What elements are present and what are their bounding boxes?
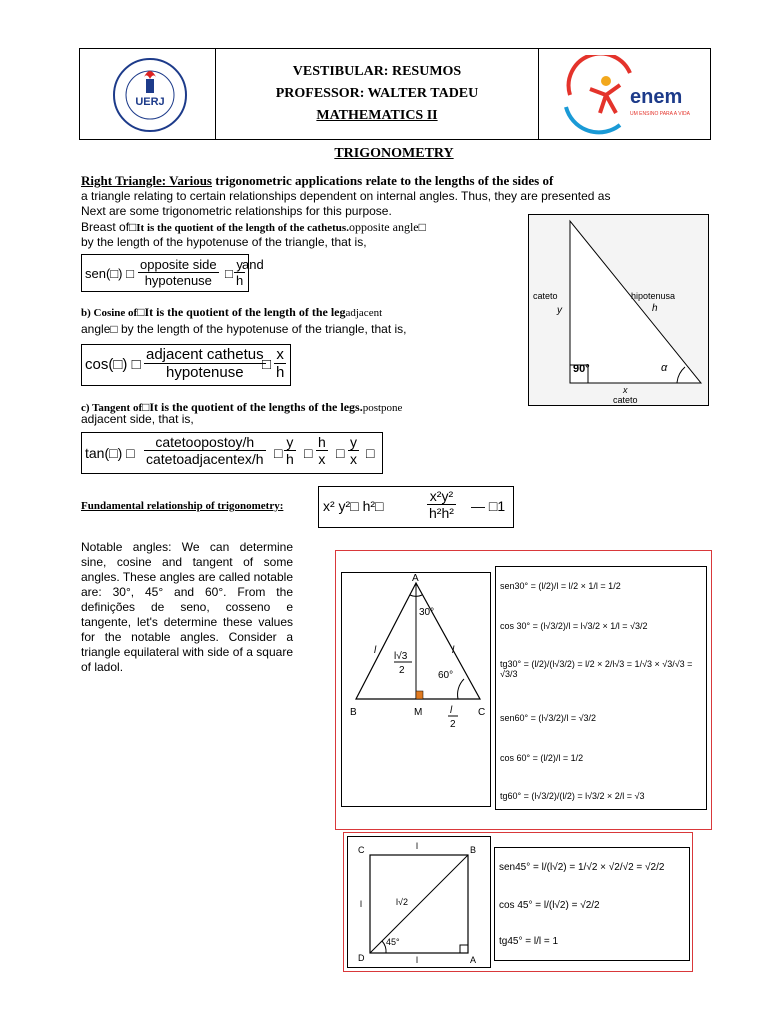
sine-definition: Breast of□It is the quotient of the length of the cathetus.opposite angle□ xyxy=(81,220,426,234)
intro-line-2: a triangle relating to certain relationships dependent on internal angles. Thus, they are presented as xyxy=(81,189,611,203)
svg-text:C: C xyxy=(478,707,486,718)
label-x: x xyxy=(623,385,628,395)
svg-text:l: l xyxy=(374,645,377,656)
svg-text:30°: 30° xyxy=(419,607,435,618)
right-triangle-figure xyxy=(528,214,709,406)
tangent-formula: tan(□) □ catetoopostoy/h catetoadjacentex/h □ $\frac{y}{h}$ □ $\frac{h}{x}$ □ $\frac{y}{x}$ □ xyxy=(81,432,383,474)
label-y: y xyxy=(557,305,562,316)
svg-text:B: B xyxy=(350,707,357,718)
tangent-definition: c) Tangent of□It is the quotient of the lengths of the legs.postpone xyxy=(81,400,403,414)
square-panel xyxy=(343,832,693,972)
svg-text:l: l xyxy=(450,705,453,716)
enem-logo-text: enem xyxy=(630,86,683,108)
tangent-line-2: adjacent side, that is, xyxy=(81,412,194,426)
label-hypotenuse: hipotenusa xyxy=(631,291,676,301)
formula-sen30: sen30° = (l/2)/l = l/2 × 1/l = 1/2 xyxy=(500,581,621,591)
sine-denominator: hypotenuse xyxy=(144,273,212,288)
formula-tg30: tg30° = (l/2)/(l√3/2) = l/2 × 2/l√3 = 1/√3 × √3/√3 = √3/3 xyxy=(500,659,693,679)
sine-formula: sen(□) □ opposite side hypotenuse □ $\frac{y}{h}$ xyxy=(81,254,249,292)
svg-text:D: D xyxy=(358,953,365,963)
notable-angles-text: Notable angles: We can determine sine, cosine and tangent of some angles. These angles are called notable are: 30°, 45° and 60°. From the definições de seno, cosseno e tangente, let's determine these values for the notable angles. Consider a triangle equilateral with side of a square of ladol. xyxy=(81,540,293,674)
enem-logo-sub: UM ENSINO PARA A VIDA xyxy=(630,111,690,117)
intro-heading xyxy=(81,173,553,189)
label-h: h xyxy=(652,303,658,314)
svg-text:l√3: l√3 xyxy=(394,651,408,662)
uerj-logo-text: UERJ xyxy=(135,96,165,108)
header-table xyxy=(79,48,711,140)
formula-tg45: tg45° = l/l = 1 xyxy=(499,936,559,947)
sine-tail: opposite angle xyxy=(348,220,419,234)
svg-text:l: l xyxy=(452,645,455,656)
fundamental-label: Fundamental relationship of trigonometry: xyxy=(81,500,284,512)
svg-text:l: l xyxy=(360,899,362,909)
formula-cos45: cos 45° = l/(l√2) = √2/2 xyxy=(499,900,600,911)
svg-text:A: A xyxy=(412,573,419,584)
intro-heading-rest: trigonometric applications relate to the lengths of the sides of xyxy=(211,173,554,188)
svg-text:A: A xyxy=(470,955,477,965)
svg-text:60°: 60° xyxy=(438,670,454,681)
equilateral-panel xyxy=(335,550,712,830)
formula-cos60: cos 60° = (l/2)/l = 1/2 xyxy=(500,753,584,763)
formula-tg60: tg60° = (l√3/2)/(l/2) = l√3/2 × 2/l = √3 xyxy=(500,791,645,801)
square-figure xyxy=(348,837,490,967)
notable-formulas xyxy=(495,566,707,810)
svg-text:2: 2 xyxy=(399,665,405,676)
sine-after: and xyxy=(242,257,264,272)
formula-sen45: sen45° = l/(l√2) = 1/√2 × √2/√2 = √2/2 xyxy=(499,862,665,873)
sine-line-2: by the length of the hypotenuse of the triangle, that is, xyxy=(81,235,367,249)
sine-lead: Breast of xyxy=(81,220,130,234)
label-90: 90° xyxy=(573,363,590,375)
svg-text:B: B xyxy=(470,845,477,855)
header-line-2: PROFESSOR: WALTER TADEU xyxy=(275,86,479,101)
intro-line-3: Next are some trigonometric relationships for this purpose. xyxy=(81,204,392,218)
svg-text:l: l xyxy=(416,955,418,965)
cosine-definition: b) Cosine of□It is the quotient of the length of the legadjacent xyxy=(81,305,383,319)
svg-text:C: C xyxy=(358,845,365,855)
svg-text:M: M xyxy=(414,707,423,718)
header-line-1: VESTIBULAR: RESUMOS xyxy=(292,64,462,79)
label-cateto-left: cateto xyxy=(533,291,558,301)
cosine-numerator: adjacent cathetus xyxy=(146,346,264,363)
svg-text:l: l xyxy=(416,841,418,851)
label-alpha: α xyxy=(661,362,668,374)
header-line-3: MATHEMATICS II xyxy=(316,108,438,123)
label-cateto-bottom: cateto xyxy=(613,395,638,405)
fundamental-formula: x² y²□ h²□ $\frac{\text{x²y²}}{\text{h²h²}}$ — □1 xyxy=(318,486,514,528)
svg-text:l√2: l√2 xyxy=(396,897,408,907)
page-title: TRIGONOMETRY xyxy=(334,146,454,161)
formula-sen60: sen60° = (l√3/2)/l = √3/2 xyxy=(500,713,597,723)
cosine-denominator: hypotenuse xyxy=(166,364,244,381)
equilateral-triangle xyxy=(342,573,490,806)
cosine-line-2: angle□ by the length of the hypotenuse of the triangle, that is, xyxy=(81,322,407,336)
sine-numerator: opposite side xyxy=(140,257,217,272)
square-formulas xyxy=(494,847,690,961)
cosine-formula: cos(□) □ adjacent cathetus hypotenuse □ $\frac{x}{h}$ xyxy=(81,344,291,386)
enem-logo xyxy=(550,55,700,135)
svg-text:2: 2 xyxy=(450,719,456,730)
formula-cos30: cos 30° = (l√3/2)/l = l√3/2 × 1/l = √3/2 xyxy=(500,621,648,631)
uerj-logo xyxy=(100,55,200,135)
intro-heading-underlined: Right Triangle: Various xyxy=(81,173,212,188)
svg-text:45°: 45° xyxy=(386,937,400,947)
sine-bold: It is the quotient of the length of the cathetus. xyxy=(136,222,349,234)
